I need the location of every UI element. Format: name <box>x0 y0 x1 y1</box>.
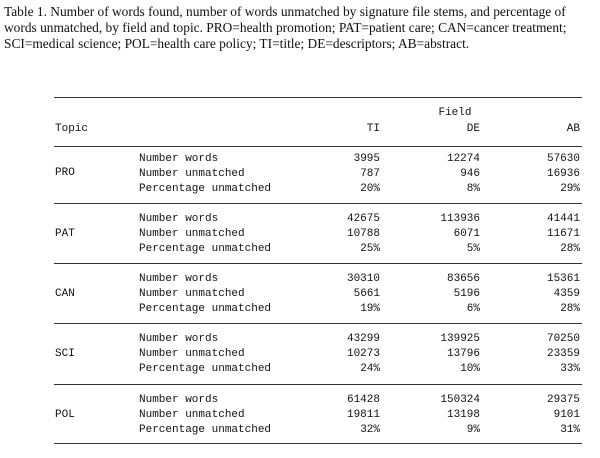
row-label: Number unmatched <box>139 409 245 421</box>
row-label: Percentage unmatched <box>139 424 272 436</box>
cell-ti: 10273 <box>346 348 380 360</box>
row-label: Percentage unmatched <box>139 303 272 315</box>
group-rule <box>54 263 582 264</box>
cell-de: 6% <box>466 303 480 315</box>
cell-ab: 28% <box>560 243 580 255</box>
table-caption: Table 1. Number of words found, number of words unmatched by signature file stems, and percentage of words unmatched, by field and topic. PRO=health promotion; PAT=patient care; CAN=cancer treatment; SCI=medical science; POL=health care policy; TI=title; DE=descriptors; AB=abstract. <box>4 4 567 51</box>
column-header-de: DE <box>466 123 480 135</box>
table-bottom-rule <box>54 443 582 444</box>
cell-de: 139925 <box>440 333 480 345</box>
row-label: Number words <box>139 394 219 406</box>
cell-de: 946 <box>460 168 480 180</box>
cell-ti: 24% <box>360 363 380 375</box>
cell-ab: 29375 <box>546 394 580 406</box>
topic-label: PAT <box>55 228 75 240</box>
cell-ti: 43299 <box>346 333 380 345</box>
cell-ab: 23359 <box>546 348 580 360</box>
group-rule <box>54 203 582 204</box>
cell-de: 12274 <box>446 153 480 165</box>
cell-ti: 19% <box>360 303 380 315</box>
cell-ti: 20% <box>360 183 380 195</box>
table-top-rule <box>54 97 582 98</box>
row-label: Number unmatched <box>139 348 245 360</box>
group-rule <box>54 323 582 324</box>
cell-ab: 9101 <box>553 409 580 421</box>
cell-ab: 16936 <box>546 168 580 180</box>
cell-ab: 70250 <box>546 333 580 345</box>
column-header-ti: TI <box>366 123 380 135</box>
row-label: Number unmatched <box>139 168 245 180</box>
cell-ti: 25% <box>360 243 380 255</box>
row-label: Percentage unmatched <box>139 243 272 255</box>
cell-de: 5196 <box>453 288 480 300</box>
cell-de: 5% <box>466 243 480 255</box>
cell-ti: 19811 <box>346 409 380 421</box>
topic-label: SCI <box>55 348 75 360</box>
topic-label: PRO <box>55 167 75 179</box>
cell-de: 10% <box>460 363 480 375</box>
cell-ab: 29% <box>560 183 580 195</box>
cell-de: 83656 <box>446 273 480 285</box>
cell-ti: 10788 <box>346 228 380 240</box>
topic-label: POL <box>55 409 75 421</box>
cell-ab: 28% <box>560 303 580 315</box>
cell-ab: 15361 <box>546 273 580 285</box>
column-header-ab: AB <box>566 123 580 135</box>
cell-de: 9% <box>466 424 480 436</box>
row-label: Number words <box>139 333 219 345</box>
cell-de: 113936 <box>440 213 480 225</box>
topic-label: CAN <box>55 288 75 300</box>
cell-ti: 787 <box>360 168 380 180</box>
cell-de: 13198 <box>446 409 480 421</box>
cell-ab: 4359 <box>553 288 580 300</box>
cell-de: 8% <box>466 183 480 195</box>
row-label: Number words <box>139 213 219 225</box>
cell-ti: 3995 <box>353 153 380 165</box>
cell-ti: 61428 <box>346 394 380 406</box>
topic-header: Topic <box>55 123 89 135</box>
row-label: Percentage unmatched <box>139 363 272 375</box>
cell-ti: 32% <box>360 424 380 436</box>
cell-de: 13796 <box>446 348 480 360</box>
cell-ti: 5661 <box>353 288 380 300</box>
cell-ti: 30310 <box>346 273 380 285</box>
cell-de: 150324 <box>440 394 480 406</box>
cell-ab: 11671 <box>546 228 580 240</box>
group-rule <box>54 384 582 385</box>
row-label: Number words <box>139 153 219 165</box>
cell-de: 6071 <box>453 228 480 240</box>
cell-ab: 41441 <box>546 213 580 225</box>
field-header: Field <box>438 107 472 119</box>
row-label: Number unmatched <box>139 288 245 300</box>
cell-ab: 57630 <box>546 153 580 165</box>
row-label: Percentage unmatched <box>139 183 272 195</box>
cell-ab: 31% <box>560 424 580 436</box>
cell-ab: 33% <box>560 363 580 375</box>
header-rule <box>54 146 582 147</box>
row-label: Number words <box>139 273 219 285</box>
row-label: Number unmatched <box>139 228 245 240</box>
cell-ti: 42675 <box>346 213 380 225</box>
